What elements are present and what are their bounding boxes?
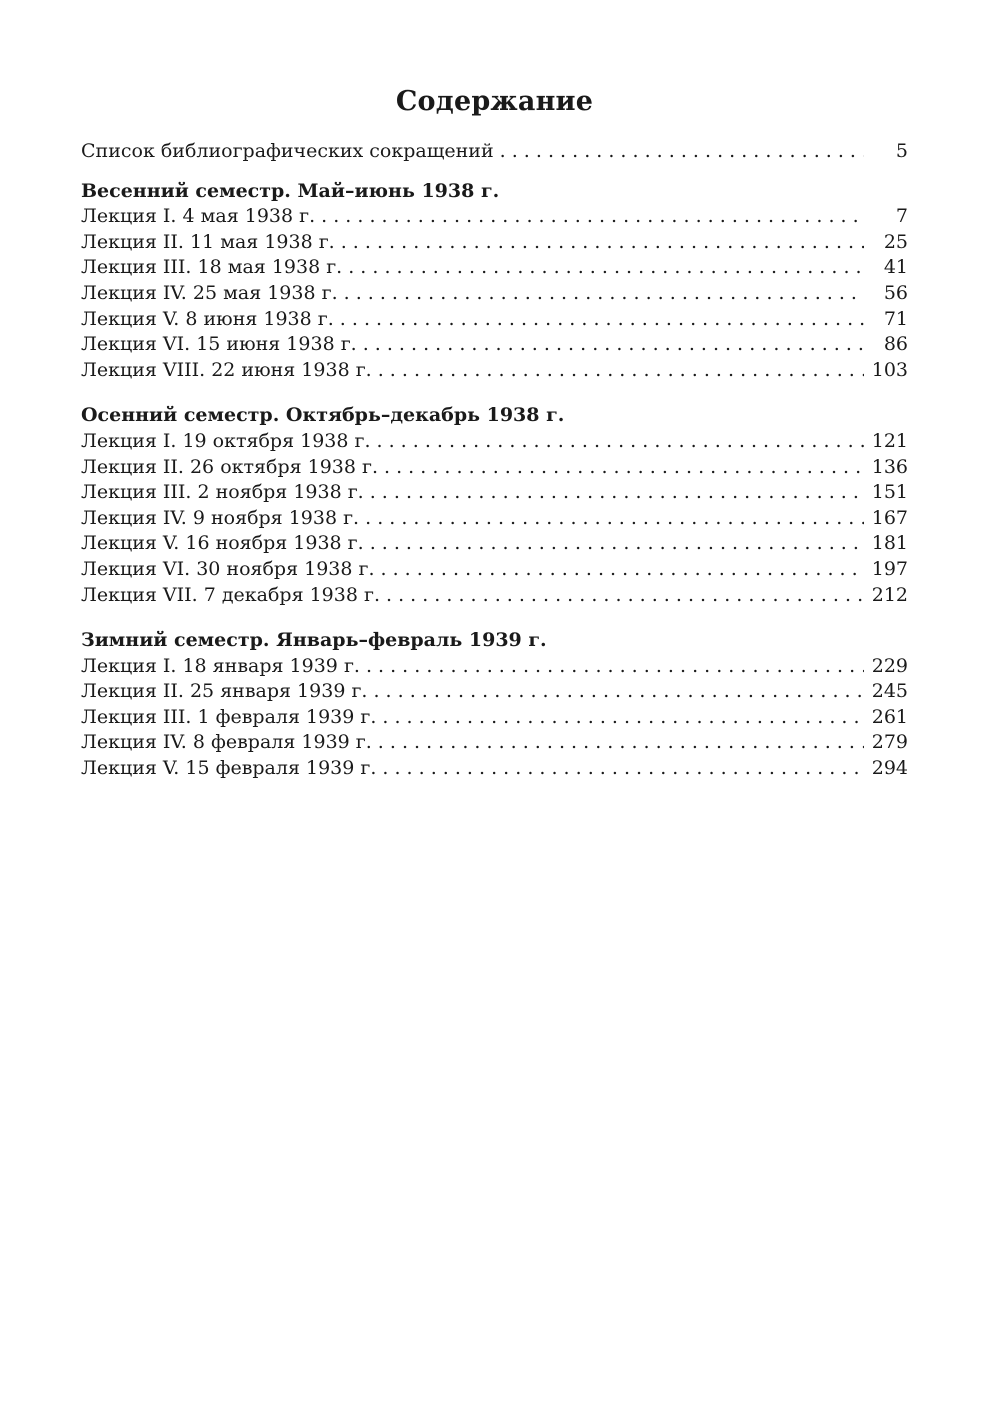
toc-entry-page-number: 212 <box>871 583 908 606</box>
toc-entry-label: Лекция V. 8 июня 1938 г. <box>81 307 334 330</box>
toc-entry-page-number: 245 <box>871 680 908 703</box>
toc-entry[interactable] <box>81 429 908 455</box>
toc-entry[interactable] <box>81 307 908 333</box>
dot-leader <box>500 139 864 165</box>
dot-leader <box>370 480 864 506</box>
dot-leader <box>348 255 864 281</box>
toc-entry-label: Лекция VII. 7 декабря 1938 г. <box>81 583 380 606</box>
toc-entry[interactable] <box>81 506 908 532</box>
toc-entry[interactable] <box>81 204 908 230</box>
dot-leader <box>382 705 863 731</box>
section-heading: Осенний семестр. Октябрь–декабрь 1938 г. <box>81 404 565 427</box>
toc-entry-label: Лекция I. 4 мая 1938 г. <box>81 205 316 228</box>
toc-entry[interactable] <box>81 480 908 506</box>
toc-entry-label: Лекция I. 19 октября 1938 г. <box>81 429 371 452</box>
toc-entry-label: Лекция VI. 30 ноября 1938 г. <box>81 557 375 580</box>
toc-entry-page-number: 151 <box>871 481 908 504</box>
dot-leader <box>373 679 863 705</box>
toc-entry-label: Лекция III. 18 мая 1938 г. <box>81 256 343 279</box>
dot-leader <box>365 506 864 532</box>
toc-entry-label: Лекция V. 15 февраля 1939 г. <box>81 757 377 780</box>
dot-leader <box>378 358 864 384</box>
toc-entry-page-number: 121 <box>871 429 908 452</box>
toc-entry-label: Лекция II. 25 января 1939 г. <box>81 680 368 703</box>
toc-entry-page-number: 229 <box>871 654 908 677</box>
toc-entry[interactable] <box>81 679 908 705</box>
toc-entry[interactable] <box>81 730 908 756</box>
dot-leader <box>340 307 864 333</box>
toc-entry-page-number: 5 <box>895 140 908 162</box>
toc-entry[interactable] <box>81 654 908 680</box>
toc-entry-label: Лекция II. 26 октября 1938 г. <box>81 455 379 478</box>
toc-entry-page-number: 261 <box>871 705 908 728</box>
toc-entry-label: Лекция II. 11 мая 1938 г. <box>81 230 335 253</box>
toc-entry[interactable] <box>81 455 908 481</box>
dot-leader <box>382 756 863 782</box>
toc-entry-label: Лекция IV. 8 февраля 1939 г. <box>81 731 372 754</box>
toc-entry-page-number: 167 <box>871 506 908 529</box>
toc-entry-page-number: 41 <box>883 256 908 279</box>
toc-entry-page-number: 181 <box>871 532 908 555</box>
dot-leader <box>381 557 864 583</box>
toc-entry-label: Список библиографических сокращений <box>81 140 494 162</box>
toc-entry-label: Лекция IV. 25 мая 1938 г. <box>81 281 338 304</box>
toc-entry[interactable] <box>81 230 908 256</box>
toc-entry-label: Лекция III. 1 февраля 1939 г. <box>81 705 377 728</box>
page-title: Содержание <box>395 86 594 117</box>
toc-entry-page-number: 279 <box>871 731 908 754</box>
toc-entry-page-number: 136 <box>871 455 908 478</box>
dot-leader <box>377 429 864 455</box>
toc-entry-page-number: 103 <box>871 358 908 381</box>
toc-entry-page-number: 25 <box>883 230 908 253</box>
dot-leader <box>344 281 864 307</box>
toc-entry[interactable] <box>81 281 908 307</box>
toc-section-autumn-semester <box>81 403 908 608</box>
toc-entry[interactable] <box>81 557 908 583</box>
toc-entry[interactable] <box>81 531 908 557</box>
dot-leader <box>384 455 864 481</box>
toc-entry-page-number: 294 <box>871 757 908 780</box>
toc-entry-page-number: 7 <box>895 205 908 228</box>
toc-entry-page-number: 197 <box>871 557 908 580</box>
toc-entry-label: Лекция VIII. 22 июня 1938 г. <box>81 358 372 381</box>
toc-entry[interactable] <box>81 358 908 384</box>
toc-entry[interactable] <box>81 705 908 731</box>
dot-leader <box>378 730 864 756</box>
section-heading: Зимний семестр. Январь–февраль 1939 г. <box>81 629 547 652</box>
toc-section-spring-semester <box>81 179 908 384</box>
toc-entry-label: Лекция V. 16 ноября 1938 г. <box>81 532 364 555</box>
toc-entry[interactable] <box>81 756 908 782</box>
toc-section-winter-semester <box>81 628 908 782</box>
dot-leader <box>363 332 864 358</box>
toc-entry-bibliographic-abbreviations[interactable] <box>81 139 908 165</box>
toc-entry-label: Лекция I. 18 января 1939 г. <box>81 654 360 677</box>
toc-entry-label: Лекция VI. 15 июня 1938 г. <box>81 333 357 356</box>
dot-leader <box>366 654 864 680</box>
dot-leader <box>370 531 864 557</box>
toc-entry[interactable] <box>81 583 908 609</box>
dot-leader <box>341 230 864 256</box>
dot-leader <box>321 204 864 230</box>
toc-entry-label: Лекция III. 2 ноября 1938 г. <box>81 481 364 504</box>
toc-entry-page-number: 86 <box>883 333 908 356</box>
dot-leader <box>386 583 864 609</box>
toc-entry-page-number: 71 <box>883 307 908 330</box>
toc-entry-page-number: 56 <box>883 281 908 304</box>
toc-entry[interactable] <box>81 332 908 358</box>
toc-entry-label: Лекция IV. 9 ноября 1938 г. <box>81 506 360 529</box>
toc-page <box>81 86 908 782</box>
toc-entry[interactable] <box>81 255 908 281</box>
section-heading: Весенний семестр. Май–июнь 1938 г. <box>81 179 500 202</box>
